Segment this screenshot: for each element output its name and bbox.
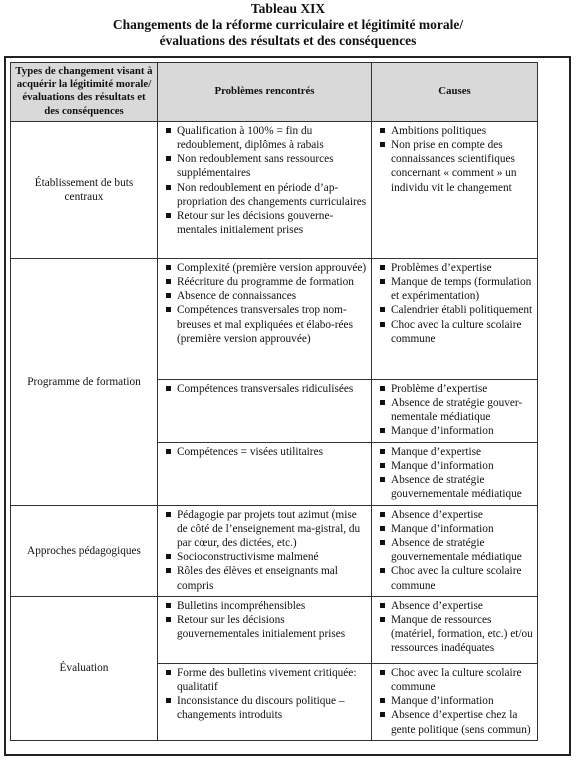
bullet-item: Forme des bulletins vivement critiquée: qualitatif bbox=[166, 666, 367, 694]
causes-list bbox=[372, 259, 537, 349]
problems-cell bbox=[158, 442, 372, 505]
bullet-item: Non redoublement en période d’ap-propriation des changements curriculaires bbox=[166, 181, 367, 209]
table-row bbox=[11, 258, 538, 379]
header-change-type: Types de changement visant à acquérir la légitimité morale/ évaluations des résultats et des conséquences bbox=[11, 63, 158, 122]
bullet-item: Manque d’information bbox=[380, 459, 533, 473]
causes-list bbox=[372, 122, 537, 198]
bullet-item: Retour sur les décisions gouverne-mentales initialement prises bbox=[166, 209, 367, 237]
problems-cell bbox=[158, 663, 372, 740]
bullet-item: Bulletins incompréhensibles bbox=[166, 599, 367, 613]
causes-cell bbox=[372, 663, 538, 740]
change-type-cell: Approches pédagogiques bbox=[11, 505, 158, 596]
bullet-item: Compétences = visées utilitaires bbox=[166, 445, 367, 459]
problems-cell bbox=[158, 258, 372, 379]
bullet-item: Manque d’expertise bbox=[380, 445, 533, 459]
problems-list bbox=[158, 259, 371, 349]
problems-list bbox=[158, 664, 371, 726]
bullet-item: Retour sur les décisions gouvernementales initialement prises bbox=[166, 613, 367, 641]
problems-list bbox=[158, 506, 371, 596]
table-row bbox=[11, 505, 538, 596]
causes-cell bbox=[372, 258, 538, 379]
bullet-item: Choc avec la culture scolaire commune bbox=[380, 666, 533, 694]
data-table bbox=[10, 62, 538, 741]
problems-list bbox=[158, 597, 371, 645]
bullet-item: Absence d’expertise bbox=[380, 599, 533, 613]
bullet-item: Absence de stratégie gouvernementale médiatique bbox=[380, 536, 533, 564]
bullet-item: Qualification à 100% = fin du redoublement, diplômes à rabais bbox=[166, 124, 367, 152]
table-number: Tableau XIX bbox=[250, 1, 326, 16]
table-caption bbox=[0, 1, 576, 49]
bullet-item: Problème d’expertise bbox=[380, 382, 533, 396]
bullet-item: Calendrier établi politiquement bbox=[380, 303, 533, 317]
change-type-cell: Évaluation bbox=[11, 596, 158, 740]
causes-cell bbox=[372, 379, 538, 442]
table-body bbox=[11, 121, 538, 740]
problems-cell bbox=[158, 505, 372, 596]
bullet-item: Compétences transversales trop nom-breuses et mal expliquées et élabo-rées (première version approuvée) bbox=[166, 303, 367, 346]
causes-cell bbox=[372, 121, 538, 258]
bullet-item: Absence d’expertise bbox=[380, 508, 533, 522]
header-causes: Causes bbox=[372, 63, 538, 122]
problems-list bbox=[158, 122, 371, 241]
bullet-item: Absence de stratégie gouver-nementale médiatique bbox=[380, 396, 533, 424]
bullet-item: Manque d’information bbox=[380, 424, 533, 438]
problems-cell bbox=[158, 121, 372, 258]
table-row bbox=[11, 596, 538, 663]
bullet-item: Ambitions politiques bbox=[380, 124, 533, 138]
bullet-item: Non prise en compte des connaissances scientifiques concernant « comment » un individu vit le changement bbox=[380, 138, 533, 195]
table-title-line-1: Changements de la réforme curriculaire et légitimité morale/ bbox=[112, 17, 464, 32]
bullet-item: Absence de connaissances bbox=[166, 289, 367, 303]
causes-list bbox=[372, 597, 537, 659]
header-problems: Problèmes rencontrés bbox=[158, 63, 372, 122]
bullet-item: Absence d’expertise chez la gente politique (sens commun) bbox=[380, 708, 533, 736]
problems-list bbox=[158, 443, 371, 462]
bullet-item: Inconsistance du discours politique – changements introduits bbox=[166, 694, 367, 722]
header-row bbox=[11, 63, 538, 122]
bullet-item: Rôles des élèves et enseignants mal compris bbox=[166, 564, 367, 592]
bullet-item: Manque d’information bbox=[380, 522, 533, 536]
bullet-item: Manque d’information bbox=[380, 694, 533, 708]
causes-list bbox=[372, 380, 537, 442]
problems-cell bbox=[158, 379, 372, 442]
change-type-cell: Établissement de buts centraux bbox=[11, 121, 158, 258]
problems-list bbox=[158, 380, 371, 399]
table-row bbox=[11, 121, 538, 258]
bullet-item: Problèmes d’expertise bbox=[380, 261, 533, 275]
bullet-item: Socioconstructivisme malmené bbox=[166, 550, 367, 564]
bullet-item: Pédagogie par projets tout azimut (mise de côté de l’enseignement ma-gistral, du par cœur, des dictées, etc.) bbox=[166, 508, 367, 551]
bullet-item: Choc avec la culture scolaire commune bbox=[380, 318, 533, 346]
problems-cell bbox=[158, 596, 372, 663]
bullet-item: Compétences transversales ridiculisées bbox=[166, 382, 367, 396]
document-page bbox=[0, 1, 576, 762]
change-type-cell: Programme de formation bbox=[11, 258, 158, 505]
causes-cell bbox=[372, 505, 538, 596]
causes-cell bbox=[372, 442, 538, 505]
causes-cell bbox=[372, 596, 538, 663]
bullet-item: Complexité (première version approuvée) bbox=[166, 261, 367, 275]
causes-list bbox=[372, 664, 537, 740]
causes-list bbox=[372, 443, 537, 505]
bullet-item: Absence de stratégie gouvernementale médiatique bbox=[380, 473, 533, 501]
table-title-line-2: évaluations des résultats et des conséquences bbox=[159, 33, 417, 48]
bullet-item: Manque de ressources (matériel, formation, etc.) et/ou ressources inadéquates bbox=[380, 613, 533, 656]
bullet-item: Manque de temps (formulation et expérimentation) bbox=[380, 275, 533, 303]
bullet-item: Choc avec la culture scolaire commune bbox=[380, 564, 533, 592]
bullet-item: Réécriture du programme de formation bbox=[166, 275, 367, 289]
bullet-item: Non redoublement sans ressources supplémentaires bbox=[166, 152, 367, 180]
causes-list bbox=[372, 506, 537, 596]
